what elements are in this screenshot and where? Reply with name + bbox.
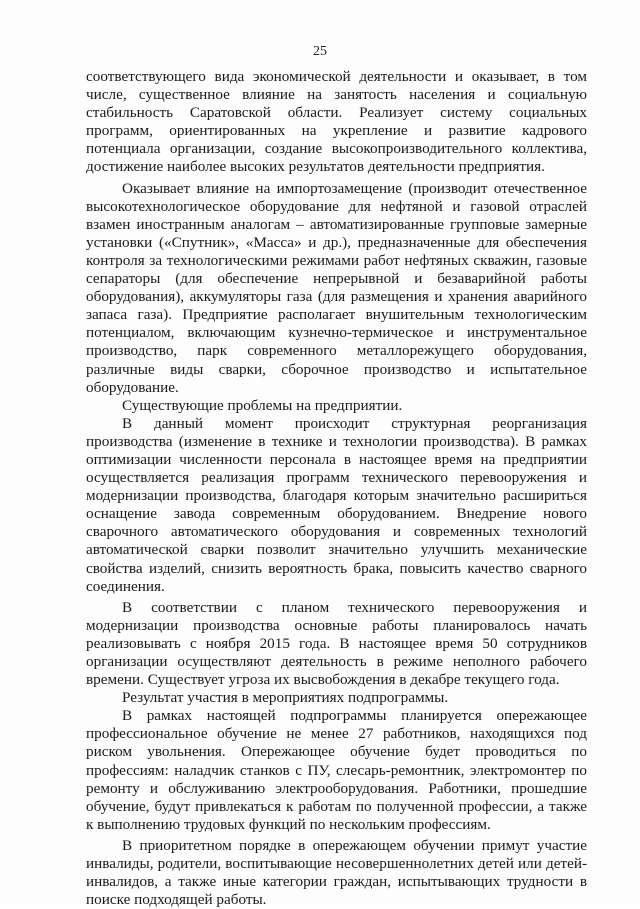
page-number: 25 bbox=[313, 44, 327, 59]
paragraph-1: соответствующего вида экономической деятельности и оказывает, в том числе, существенное влияние на занятость населения и социальную стабильность Саратовской области. Реализует систему социальных программ, ориентированных на укрепление и развитие кадрового потенциала организации, создание высокопроизводительного коллектива, достижение наиболее высоких результатов деятельности предприятия. bbox=[86, 68, 587, 176]
paragraph-7: В рамках настоящей подпрограммы планируется опережающее профессиональное обучение не менее 27 работников, находящихся под риском увольнения. Опережающее обучение будет проводиться по профессиям: наладчик станков с ПУ, слесарь-ремонтник, электромонтер по ремонту и обслуживанию электрооборудования. Работники, прошедшие обучение, будут привлекаться к работам по полученной профессии, а также к выполнению трудовых функций по нескольким профессиям. bbox=[86, 707, 587, 833]
body-text bbox=[86, 68, 587, 909]
paragraph-6: Результат участия в мероприятиях подпрограммы. bbox=[122, 689, 449, 707]
paragraph-8: В приоритетном порядке в опережающем обучении примут участие инвалиды, родители, воспитывающие несовершеннолетних детей или детей-инвалидов, а также иные категории граждан, испытывающих трудности в поиске подходящей работы. bbox=[86, 836, 587, 909]
paragraph-5: В соответствии с планом технического перевооружения и модернизации производства основные работы планировалось начать реализовывать с ноября 2015 года. В настоящее время 50 сотрудников организации осуществляют деятельность в режиме неполного рабочего времени. Существует угроза их высвобождения в декабре текущего года. bbox=[86, 598, 587, 689]
paragraph-4: В данный момент происходит структурная реорганизация производства (изменение в технике и технологии производства). В рамках оптимизации численности персонала в настоящее время на предприятии осуществляется реализация программ технического перевооружения и модернизации производства, благодаря которым значительно расшириться оснащение завода современным оборудованием. Внедрение нового сварочного автоматического оборудования и современных технологий автоматической сварки позволит значительно улучшить механические свойства изделий, снизить вероятность брака, повысить качество сварного соединения. bbox=[86, 414, 587, 595]
paragraph-2: Оказывает влияние на импортозамещение (производит отечественное высокотехнологическое оборудование для нефтяной и газовой отраслей взамен иностранным аналогам – автоматизированные групповые замерные установки («Спутник», «Масса» и др.), предназначенные для обеспечения контроля за технологическими режимами работ нефтяных скважин, газовые сепараторы (для обеспечение непрерывной и безаварийной работы оборудования), аккумуляторы газа (для размещения и хранения аварийного запаса газа). Предприятие располагает внушительным технологическим потенциалом, включающим кузнечно-термическое и инструментальное производство, парк современного металлорежущего оборудования, различные виды сварки, сборочное производство и испытательное оборудование. bbox=[86, 179, 587, 396]
paragraph-3: Существующие проблемы на предприятии. bbox=[122, 396, 403, 414]
